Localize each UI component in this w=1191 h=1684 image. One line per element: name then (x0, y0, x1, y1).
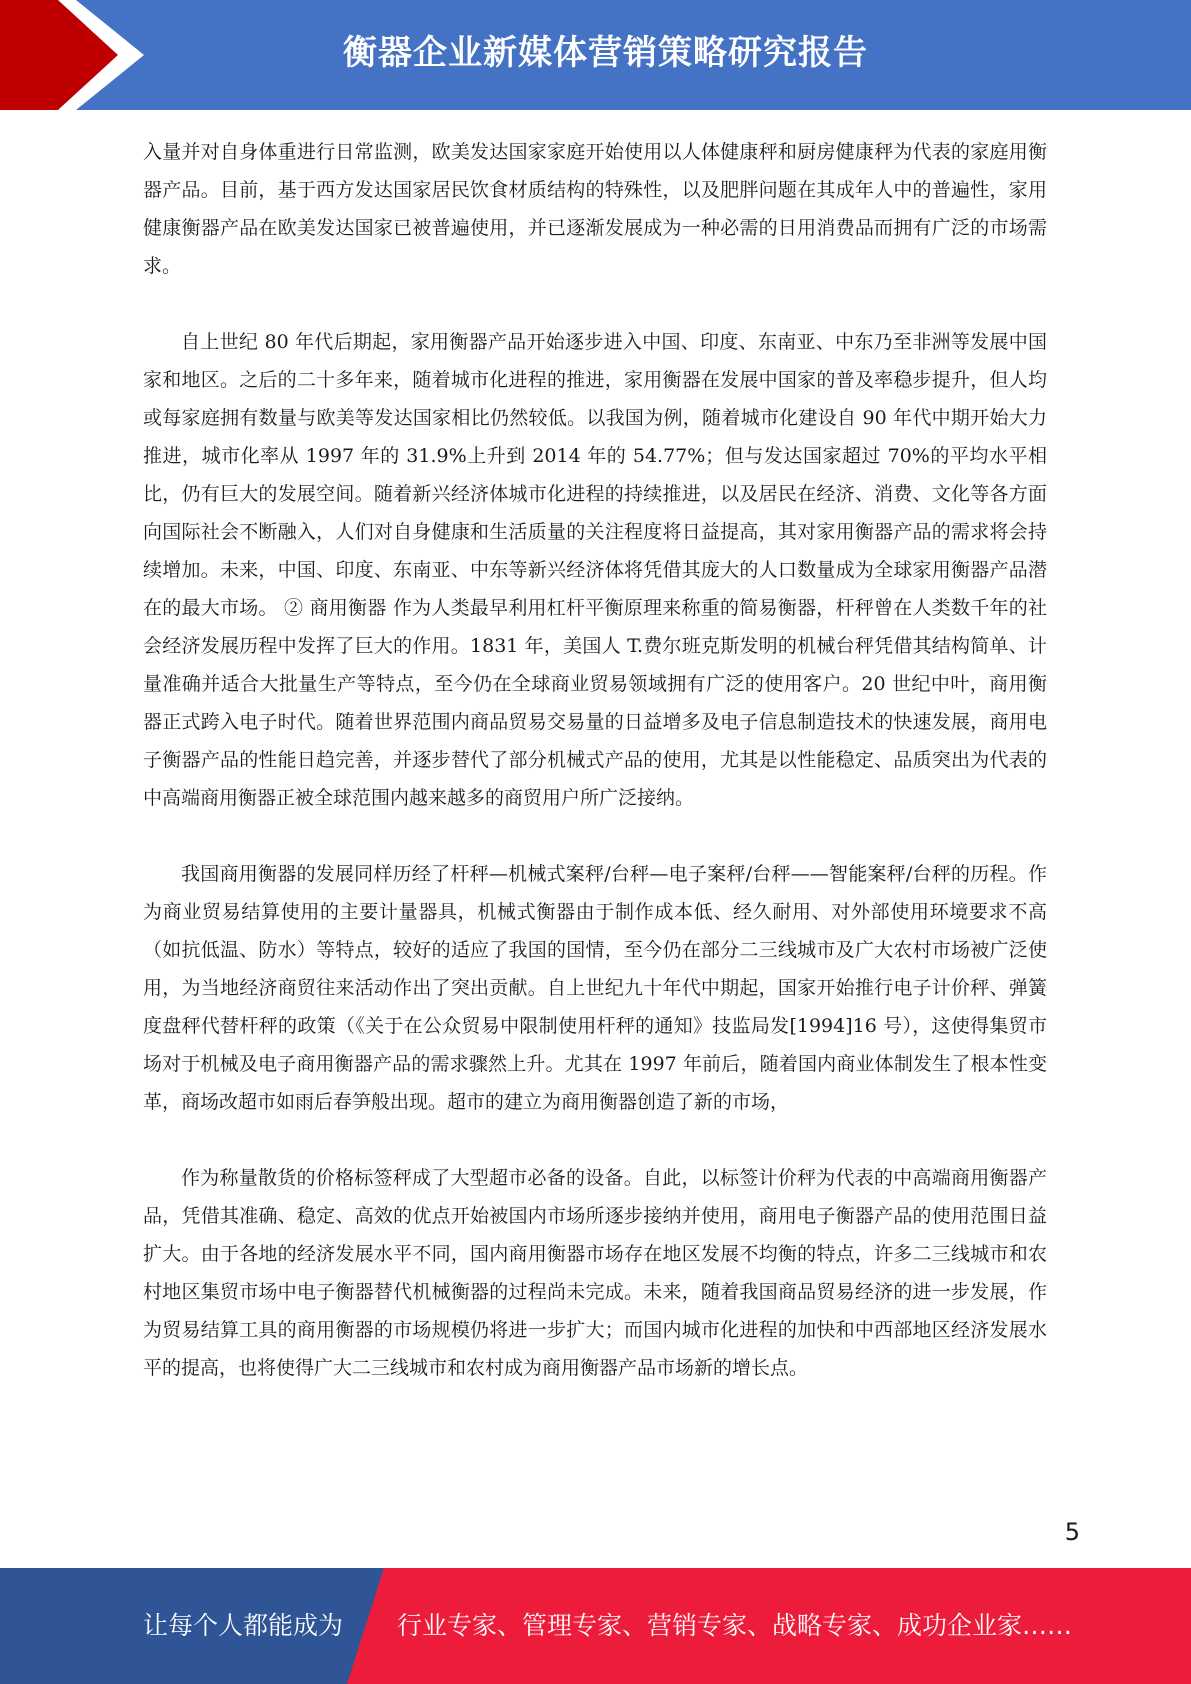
document-body (143, 133, 1047, 1425)
page-header (0, 0, 1191, 110)
footer-slogan-right: 行业专家、管理专家、营销专家、战略专家、成功企业家…… (397, 1611, 1073, 1640)
report-title: 衡器企业新媒体营销策略研究报告 (343, 33, 868, 73)
page-number: 5 (1064, 1518, 1080, 1546)
paragraph-1: 入量并对自身体重进行日常监测，欧美发达国家家庭开始使用以人体健康秤和厨房健康秤为代表的家庭用衡器产品。目前，基于西方发达国家居民饮食材质结构的特殊性，以及肥胖问题在其成年人中的普遍性，家用健康衡器产品在欧美发达国家已被普遍使用，并已逐渐发展成为一种必需的日用消费品而拥有广泛的市场需求。 (143, 141, 1047, 277)
paragraph-2: 自上世纪 80 年代后期起，家用衡器产品开始逐步进入中国、印度、东南亚、中东乃至非洲等发展中国家和地区。之后的二十多年来，随着城市化进程的推进，家用衡器在发展中国家的普及率稳步提升，但人均或每家庭拥有数量与欧美等发达国家相比仍然较低。以我国为例，随着城市化建设自 90 年代中期开始大力推进，城市化率从 1997 年的 31.9%上升到 2014 年的 54.77%；但与发达国家超过 70%的平均水平相比，仍有巨大的发展空间。随着新兴经济体城市化进程的持续推进，以及居民在经济、消费、文化等各方面向国际社会不断融入，人们对自身健康和生活质量的关注程度将日益提高，其对家用衡器产品的需求将会持续增加。未来，中国、印度、东南亚、中东等新兴经济体将凭借其庞大的人口数量成为全球家用衡器产品潜在的最大市场。 ② 商用衡器 作为人类最早利用杠杆平衡原理来称重的简易衡器，杆秤曾在人类数千年的社会经济发展历程中发挥了巨大的作用。1831 年，美国人 T.费尔班克斯发明的机械台秤凭借其结构简单、计量准确并适合大批量生产等特点，至今仍在全球商业贸易领域拥有广泛的使用客户。20 世纪中叶，商用衡器正式跨入电子时代。随着世界范围内商品贸易交易量的日益增多及电子信息制造技术的快速发展，商用电子衡器产品的性能日趋完善，并逐步替代了部分机械式产品的使用，尤其是以性能稳定、品质突出为代表的中高端商用衡器正被全球范围内越来越多的商贸用户所广泛接纳。 (143, 331, 1047, 809)
footer-slogan-left: 让每个人都能成为 (143, 1611, 344, 1640)
paragraph-3: 我国商用衡器的发展同样历经了杆秤—机械式案秤/台秤—电子案秤/台秤——智能案秤/台秤的历程。作为商业贸易结算使用的主要计量器具，机械式衡器由于制作成本低、经久耐用、对外部使用环境要求不高（如抗低温、防水）等特点，较好的适应了我国的国情，至今仍在部分二三线城市及广大农村市场被广泛使用，为当地经济商贸往来活动作出了突出贡献。自上世纪九十年代中期起，国家开始推行电子计价秤、弹簧度盘秤代替杆秤的政策（《关于在公众贸易中限制使用杆秤的通知》技监局发[1994]16 号），这使得集贸市场对于机械及电子商用衡器产品的需求骤然上升。尤其在 1997 年前后，随着国内商业体制发生了根本性变革，商场改超市如雨后春笋般出现。超市的建立为商用衡器创造了新的市场， (143, 863, 1047, 1113)
page-footer (0, 1568, 1191, 1684)
paragraph-4: 作为称量散货的价格标签秤成了大型超市必备的设备。自此，以标签计价秤为代表的中高端商用衡器产品，凭借其准确、稳定、高效的优点开始被国内市场所逐步接纳并使用，商用电子衡器产品的使用范围日益扩大。由于各地的经济发展水平不同，国内商用衡器市场存在地区发展不均衡的特点，许多二三线城市和农村地区集贸市场中电子衡器替代机械衡器的过程尚未完成。未来，随着我国商品贸易经济的进一步发展，作为贸易结算工具的商用衡器的市场规模仍将进一步扩大；而国内城市化进程的加快和中西部地区经济发展水平的提高，也将使得广大二三线城市和农村成为商用衡器产品市场新的增长点。 (143, 1167, 1047, 1379)
